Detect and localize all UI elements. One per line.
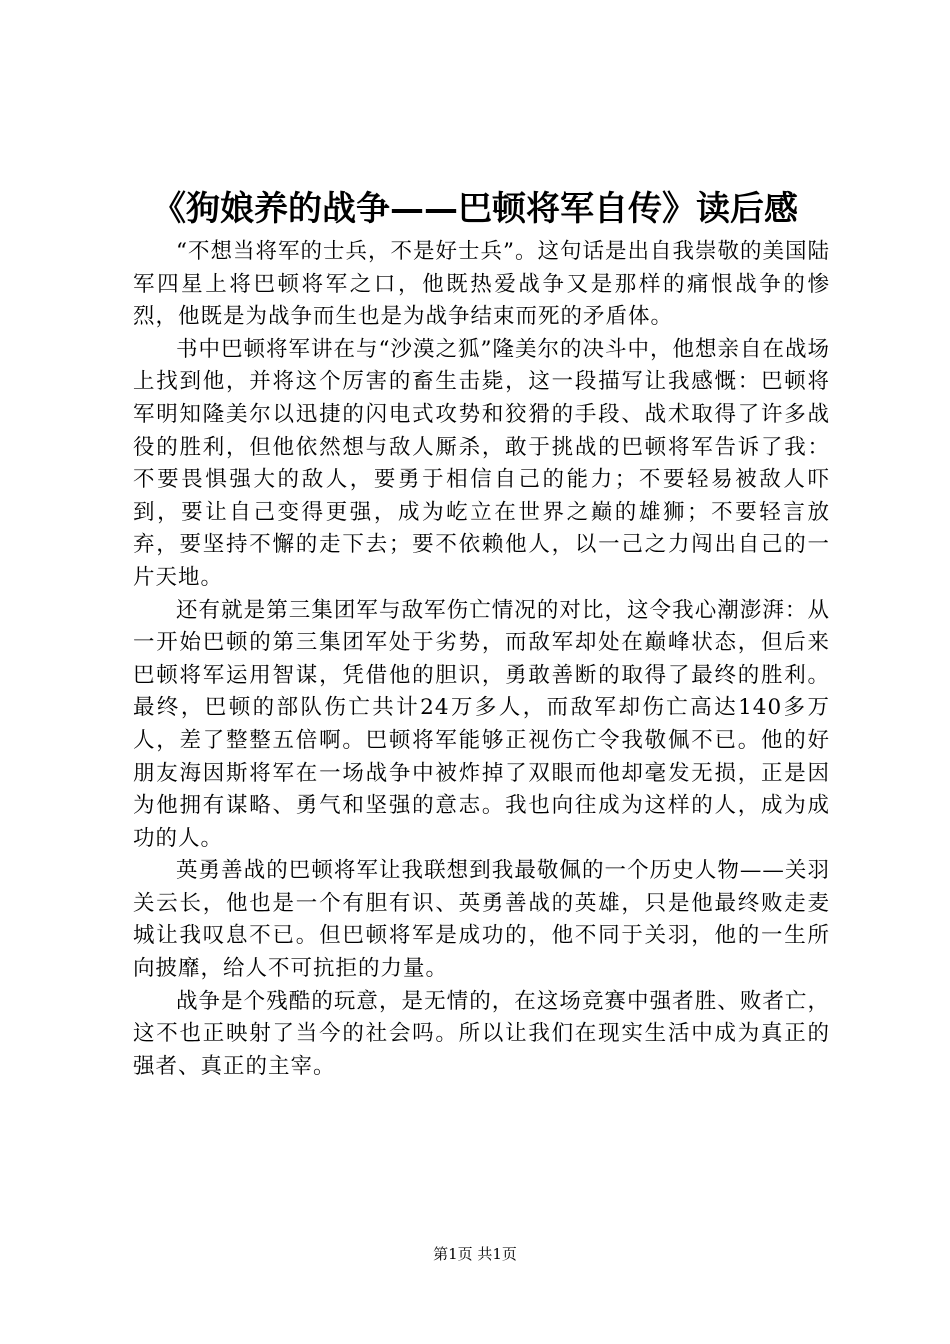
paragraph-3: 还有就是第三集团军与敌军伤亡情况的对比，这令我心潮澎湃：从一开始巴顿的第三集团军处于劣势，而敌军却处在巅峰状态，但后来巴顿将军运用智谋，凭借他的胆识，勇敢善断的取得了最终的胜利。最终，巴顿的部队伤亡共计24万多人，而敌军却伤亡高达140多万人，差了整整五倍啊。巴顿将军能够正视伤亡令我敬佩不已。他的好朋友海因斯将军在一场战争中被炸掉了双眼而他却毫发无损，正是因为他拥有谋略、勇气和坚强的意志。我也向往成为这样的人，成为成功的人。 — [133, 597, 830, 851]
paragraph-4: 英勇善战的巴顿将军让我联想到我最敬佩的一个历史人物——关羽关云长，他也是一个有胆有识、英勇善战的英雄，只是他最终败走麦城让我叹息不已。但巴顿将军是成功的，他不同于关羽，他的一生所向披靡，给人不可抗拒的力量。 — [133, 858, 830, 982]
paragraph-2: 书中巴顿将军讲在与“沙漠之狐”隆美尔的决斗中，他想亲自在战场上找到他，并将这个厉害的畜生击毙，这一段描写让我感慨：巴顿将军明知隆美尔以迅捷的闪电式攻势和狡猾的手段、战术取得了许多战役的胜利，但他依然想与敌人厮杀，敢于挑战的巴顿将军告诉了我：不要畏惧强大的敌人，要勇于相信自己的能力；不要轻易被敌人吓到，要让自己变得更强，成为屹立在世界之巅的雄狮；不要轻言放弃，要坚持不懈的走下去；要不依赖他人，以一己之力闯出自己的一片天地。 — [133, 336, 830, 590]
paragraph-5: 战争是个残酷的玩意，是无情的，在这场竞赛中强者胜、败者亡，这不也正映射了当今的社会吗。所以让我们在现实生活中成为真正的强者、真正的主宰。 — [133, 988, 830, 1079]
page-footer: 第1页 共1页 — [433, 1245, 517, 1263]
paragraph-1: “不想当将军的士兵，不是好士兵”。这句话是出自我崇敬的美国陆军四星上将巴顿将军之口，他既热爱战争又是那样的痛恨战争的惨烈，他既是为战争而生也是为战争结束而死的矛盾体。 — [133, 239, 830, 330]
document-title: 《狗娘养的战争——巴顿将军自传》读后感 — [152, 189, 798, 229]
document-body — [133, 236, 830, 1083]
